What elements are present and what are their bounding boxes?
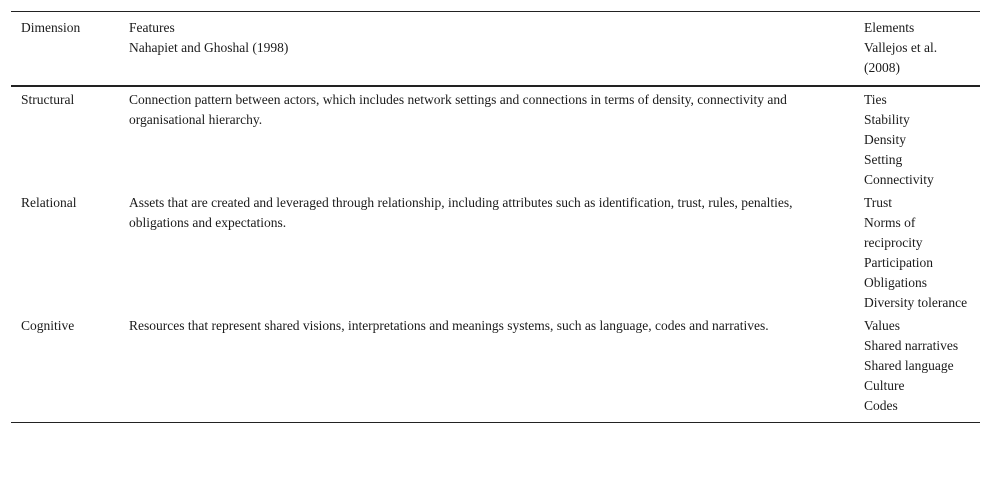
social-capital-table-container (11, 11, 980, 423)
element-item: Participation (864, 255, 933, 270)
row-features: Resources that represent shared visions, interpretations and meanings systems, such as language, codes and narratives. (129, 318, 769, 333)
row-elements (854, 190, 980, 313)
header-elements (854, 12, 980, 87)
element-item: Codes (864, 398, 898, 413)
element-item: Setting (864, 152, 903, 167)
element-item: Connectivity (864, 172, 934, 187)
row-elements (854, 86, 980, 190)
header-features-label: Features (129, 20, 175, 35)
header-elements-source: Vallejos et al. (2008) (864, 40, 938, 75)
element-item: Diversity tolerance (864, 295, 968, 310)
element-item: Obligations (864, 275, 927, 290)
element-item: Stability (864, 112, 910, 127)
element-item: Shared narratives (864, 338, 959, 353)
header-elements-label: Elements (864, 20, 915, 35)
table-row-structural (11, 86, 980, 190)
element-item: Norms of reciprocity (864, 215, 923, 250)
social-capital-table (11, 11, 980, 423)
element-item: Shared language (864, 358, 954, 373)
header-features-source: Nahapiet and Ghoshal (1998) (129, 40, 289, 55)
header-features (119, 12, 854, 87)
row-dimension: Structural (21, 92, 75, 107)
element-item: Ties (864, 92, 887, 107)
row-dimension: Relational (21, 195, 77, 210)
table-row-relational (11, 190, 980, 313)
row-features: Assets that are created and leveraged through relationship, including attributes such as identification, trust, rules, penalties, obligations and expectations. (129, 195, 793, 230)
element-item: Culture (864, 378, 905, 393)
row-elements (854, 313, 980, 423)
element-item: Trust (864, 195, 893, 210)
element-item: Density (864, 132, 906, 147)
row-features: Connection pattern between actors, which includes network settings and connections in terms of density, connectivity and organisational hierarchy. (129, 92, 787, 127)
row-dimension: Cognitive (21, 318, 75, 333)
table-header-row (11, 12, 980, 87)
element-item: Values (864, 318, 900, 333)
table-row-cognitive (11, 313, 980, 423)
header-dimension (11, 12, 119, 87)
header-dimension-label: Dimension (21, 20, 81, 35)
